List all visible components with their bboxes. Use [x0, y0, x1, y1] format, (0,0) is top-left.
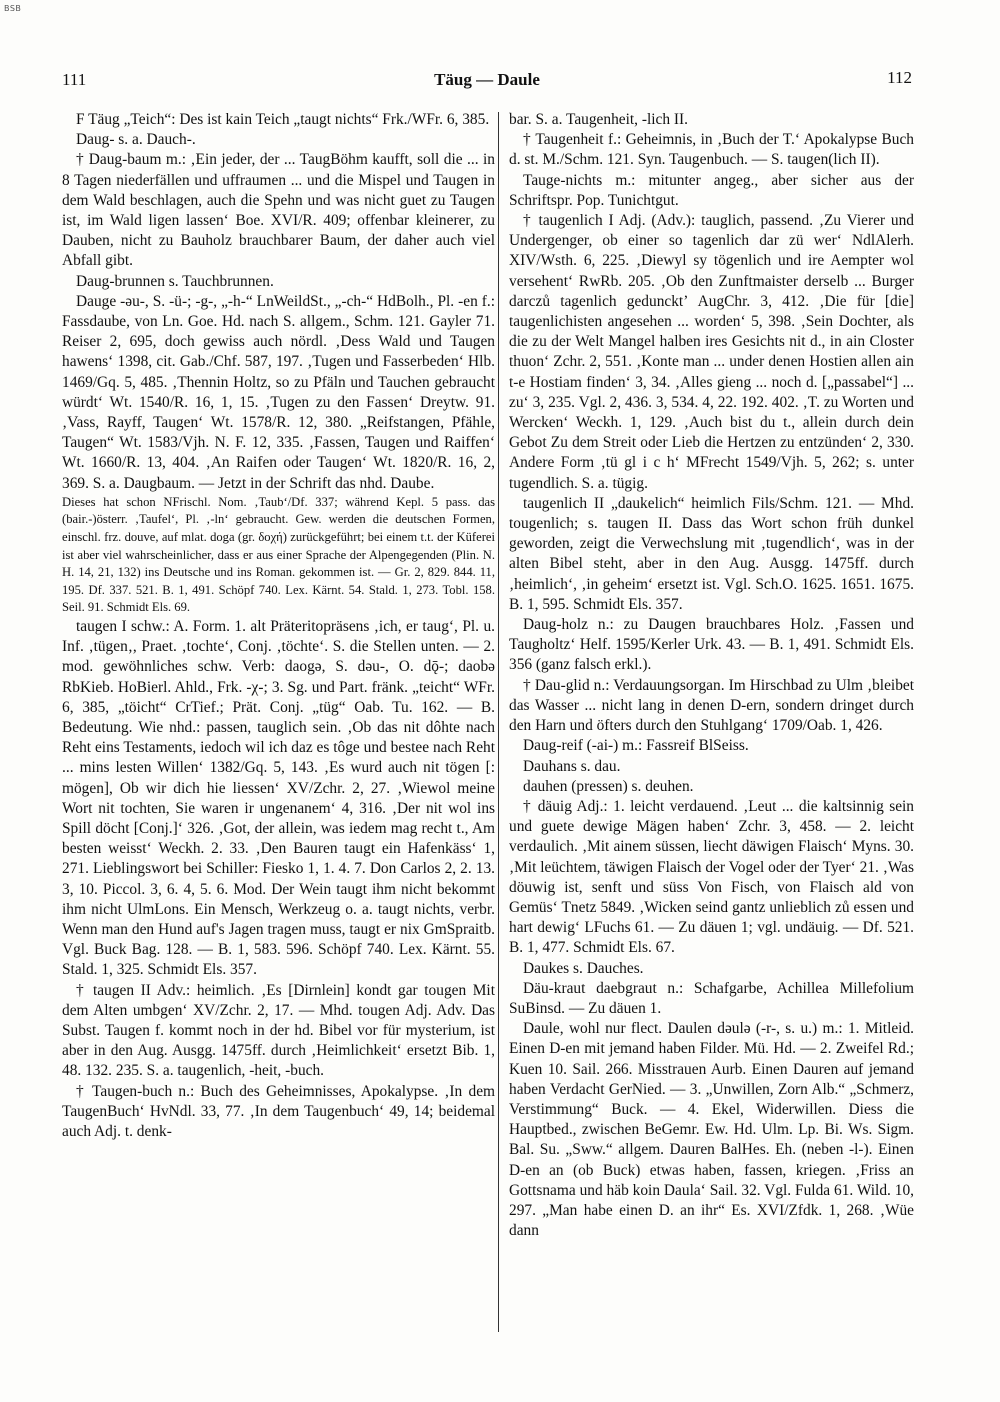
entry-taugenlich-ii: taugenlich II „daukelich“ heimlich Fils/Schm. 121. — Mhd. tougenlich; s. taugen II. Dass das Wort schon früh dunkel geworden, zeigt die Verwechslung mit ‚tugendlich‘, was in der alten Bibel steht, aber in den Aug. Ausgg. 1475ff. durch ‚heimlich‘, ‚in geheim‘ ersetzt ist. Vgl. Sch.O. 1625. 1651. 1675. B. 1, 595. Schmidt Els. 357.: [509, 494, 914, 613]
entry-daeuig: † däuig Adj.: 1. leicht verdauend. ‚Leut ... die kaltsinnig sein und guete dewige Mägen haben‘ Zchr. 3, 458. — 2. leicht verdaulich. ‚Mit ainem süssen, liecht däwigen Flaisch‘ Myns. 30. ‚Mit leüchtem, täwigen Flaisch der Vogel oder der Tyer‘ 21. ‚Was döuwig ist, senft und süss Von Fisch, von Flaisch ald von Gemüs‘ Tnetz 5849. ‚Wicken seind gantz unlieblich zů essen und hart dewig‘ LFuchs 61. — Zu däuen 1; vgl. undäuig. — Df. 521. B. 1, 477. Schmidt Els. 67.: [509, 797, 914, 957]
library-stamp: BSB: [4, 4, 22, 13]
entry-daug-holz: Daug-holz n.: zu Daugen brauchbares Holz. ‚Fassen und Taugholtz‘ Helf. 1595/Kerler Urk. 43. — B. 1, 491. Schmidt Els. 356 (ganz falsch erkl.).: [509, 616, 914, 674]
entry-daukes: Daukes s. Dauches.: [523, 959, 644, 977]
page-header: [62, 66, 912, 92]
entry-dauge-note: Dieses hat schon NFrischl. Nom. ‚Taub‘/Df. 337; während Kepl. 5 pass. das (bair.-)österr. ‚Taufel‘, Pl. ‚-ln‘ gebraucht. Gew. werden die deutschen Formen, einschl. frz. douve, auf mlat. doga (gr. δοχή) zurückgeführt; bei einem t.t. der Küferei ist aber viel wahrscheinlicher, dass er aus einer Sprache der Alpengegenden (Plin. N. H. 14, 21, 132) ins Deutsche und ins Roman. gekommen ist. — Gr. 2, 829. 844. 11, 195. Df. 337. 521. B. 1, 491. Schöpf 740. Lex. Kärnt. 54. Stald. 1, 273. Tobl. 158. Seil. 91. Schmidt Els. 69.: [62, 494, 495, 615]
entry-dauhans: Dauhans s. dau.: [523, 757, 621, 775]
entry-daug-see: Daug- s. a. Dauch-.: [76, 131, 196, 149]
entry-tauge-nichts: Tauge-nichts m.: mitunter angeg., aber sicher aus der Schriftspr. Pop. Tunichtgut.: [509, 171, 914, 209]
entry-dauge: Dauge -əu-, S. -ü-; -g-, „-h-“ LnWeildSt., „-ch-“ HdBolh., Pl. -en f.: Fassdaube, von Ln. Goe. Hd. nach S. allgem., Schm. 121. Gayler 71. Reiser 2, 695, doch gewiss auch nördl. ‚Dess Wald und Taugen hawens‘ 1398, cit. Gab./Chf. 587, 197. ‚Tugen und Fasserbeden‘ Hlb. 1469/Gq. 5, 485. ‚Thennin Holtz, so zu Pfäln und Tauchen gebraucht würdt‘ Wt. 1540/R. 16, 1, 15. ‚Tugen zu den Fassen‘ Dreytw. 91. ‚Vass, Rayff, Taugen‘ Wt. 1578/R. 12, 380. „Reifstangen, Pfähle, Taugen“ Wt. 1583/Vjh. N. F. 12, 335. ‚Fassen, Taugen und Raiffen‘ Wt. 1660/R. 13, 404. ‚An Raifen oder Taugen‘ Wt. 1820/R. 16, 2, 369. S. a. Daugbaum. — Jetzt in der Schrift das nhd. Daube.: [62, 292, 495, 492]
running-title: Täug — Daule: [434, 70, 540, 89]
entry-daug-brunnen: Daug-brunnen s. Tauchbrunnen.: [76, 272, 274, 290]
entry-taeug: F Täug „Teich“: Des ist kain Teich „taugt nichts“ Frk./WFr. 6, 385.: [76, 111, 490, 128]
entry-dau-glid: † Dau-glid n.: Verdauungsorgan. Im Hirschbad zu Ulm ‚bleibet das Wasser ... nicht lang in denen D-ern, sondern dringet durch den Harn und öfters durch den Stuhlgang‘ 1709/Oab. 1, 426.: [509, 676, 914, 735]
entry-daug-reif: Daug-reif (-ai-) m.: Fassreif BlSeiss.: [523, 737, 749, 755]
entry-daule: Daule, wohl nur flect. Daulen dəulə (-r-, s. u.) m.: 1. Mitleid. Einen D-en mit jemand haben Filder. Mü. Hd. — 2. Zweifel Rd.; Kuen 10. Sail. 266. Misstrauen Aurb. Einen Dauren auf jemand haben Verdacht GerNied. — 3. „Unwillen, Zorn Alb.“ „Schmerz, Verstimmung“ Buck. — 4. Ekel, Widerwillen. Diess die Hauptbed., zwischen BeGemr. Ew. Hd. Ulm. Lp. Bi. Ws. Sigm. Bal. Su. „Sww.“ allgem. Dauren BalHes. Eh. (neben -l-). Einen D-en an (ob Buck) etwas haben, fassen, kriegen. ‚Friss an Gottsnama und häb koin Daula‘ Sail. 32. Vgl. Fulda 61. Wild. 10, 297. „Man habe einen D. an ihr“ Es. XVI/Zfdk. 1, 268. ‚Wüe dann: [509, 1020, 914, 1240]
entry-daug-baum: † Daug-baum m.: ‚Ein jeder, der ... TaugBöhm kaufft, soll die ... in 8 Tagen niederfällen und uffraumen ... und die Mispel und Taugen in dem Wald beschlagen, auch die Spehn und was nicht guet zu Taugen ist, im Wald ligen lassen‘ Boe. XVI/R. 409; offenbar kleinerer, zu Dauben, nicht zu Bauholz brauchbarer Baum, der daher auch viel Abfall gibt.: [62, 151, 495, 270]
entry-daeu-kraut: Däu-kraut daebgraut n.: Schafgarbe, Achillea Millefolium SuBinsd. — Zu däuen 1.: [509, 979, 914, 1017]
entry-taugenheit: † Taugenheit f.: Geheimnis, in ‚Buch der T.‘ Apokalypse Buch d. st. M./Schm. 121. Syn. Taugenbuch. — S. taugen(lich II).: [509, 131, 914, 169]
right-column: [509, 110, 914, 1340]
entry-continuation: bar. S. a. Taugenheit, -lich II.: [509, 111, 688, 128]
entry-taugen-ii: † taugen II Adv.: heimlich. ‚Es [Dirnlein] kondt gar tougen Mit dem Alten umbgen‘ XV/Zchr. 2, 17. — Mhd. tougen Adj. Adv. Das Subst. Taugen f. kommt noch in der hd. Bibel vor für mysterium, ist aber in den Aug. Ausgg. 1475ff. durch ‚Heimlichkeit‘ ersetzt Bib. 1, 48. 132. 235. S. a. taugenlich, -heit, -buch.: [62, 981, 495, 1080]
entry-dauhen: dauhen (pressen) s. deuhen.: [523, 777, 694, 795]
left-column: [62, 110, 495, 1340]
page-number-left: 111: [62, 70, 87, 89]
entry-taugenlich-i: † taugenlich I Adj. (Adv.): tauglich, passend. ‚Zu Vierer und Undergenger, ob einer so tagenlich dar zü wer‘ NdlAlerh. XIV/Wsth. 6, 225. ‚Diewyl sy tögenlich und ire Aempter wol versehent‘ RwRb. 205. ‚Ob den Zunftmaister derselb ... Burger darczů tagenlich geduncktʼ AugChr. 3, 412. ‚Die für [die] taugenlichisten angesehen ... worden‘ 5, 398. ‚Sein Dochter, als die zu der Welt Mangel halben ires Gesichts nit d., in ain Closter thuon‘ Zchr. 2, 551. ‚Konte man ... under denen Hostien allen ain t-e Hostiam finden‘ 3, 34. ‚Alles gieng ... noch d. [„passabel“] ... zu‘ 3, 235. Vgl. 2, 436. 3, 534. 4, 22. 192. 402. ‚T. zu Worten und Wercken‘ Weckh. 1, 129. ‚Auch bist du t., allein durch dein Gebot Zu dem Streit oder Lieb die Hertzen zu entzünden‘ 2, 330. Andere Form ‚tü gl i c h‘ MFrecht 1549/Vjh. 5, 262; s. unter tugendlich. S. a. tügig.: [509, 212, 914, 492]
entry-taugen-buch: † Taugen-buch n.: Buch des Geheimnisses, Apokalypse. ‚In dem TaugenBuch‘ HvNdl. 33, 77. ‚In dem Taugenbuch‘ 49, 14; beidemal auch Adj. t. denk-: [62, 1082, 495, 1141]
column-divider: [498, 112, 499, 1332]
page-number-right: 112: [887, 68, 912, 87]
entry-taugen-i: taugen I schw.: A. Form. 1. alt Präteritopräsens ‚ich, er taug‘, Pl. u. Inf. ‚tügen‚, Praet. ‚tochte‘, Conj. ‚töchte‘. S. die Stellen unten. — 2. mod. gewöhnliches schw. Verb: daogə, S. dəu-, O. dǭ-; daobə RbKieb. HoBierl. Ahld., Frk. -χ-; 3. Sg. und Part. fränk. „teicht“ WFr. 6, 385, „töicht“ CrTief.; Prät. Conj. „tüg“ Oab. Tu. 162. — B. Bedeutung. Wie nhd.: passen, tauglich sein. ‚Ob das nit dôhte nach Reht eins Testaments, iedoch wil ich daz es tôge und bestee nach Reht ... mins lesten Willen‘ 1382/Gq. 5, 143. ‚Es wurd auch nit tögen [: mögen], Ob wir dich hie liessen‘ XV/Zchr. 2, 27. ‚Wiewol meine Wort nit tochten, Sie waren ir ungenanem‘ 4, 316. ‚Der nit wol ins Spill döcht [Conj.]‘ 326. ‚Got, der allein, was iedem mag recht t., Am besten weisst‘ Weckh. 2. 33. ‚Den Bauren taugt ein Hafenkäss‘ 1, 271. Lieblingswort bei Schiller: Fiesko 1, 1. 4. 7. Don Carlos 2, 2. 13. 3, 10. Piccol. 3, 6. 4, 5. 6. Mod. Der Wein taugt ihm nicht bekommt ihm nicht UlmLons. Ein Mensch, Werkzeug o. a. taugt nichts, verbr. Wenn man den Hund auf's Jagen tragen muss, taugt er nix GmSpraitb. Vgl. Buck Bag. 128. — B. 1, 583. 596. Schöpf 740. Lex. Kärnt. 55. Stald. 1, 325. Schmidt Els. 357.: [62, 618, 495, 979]
